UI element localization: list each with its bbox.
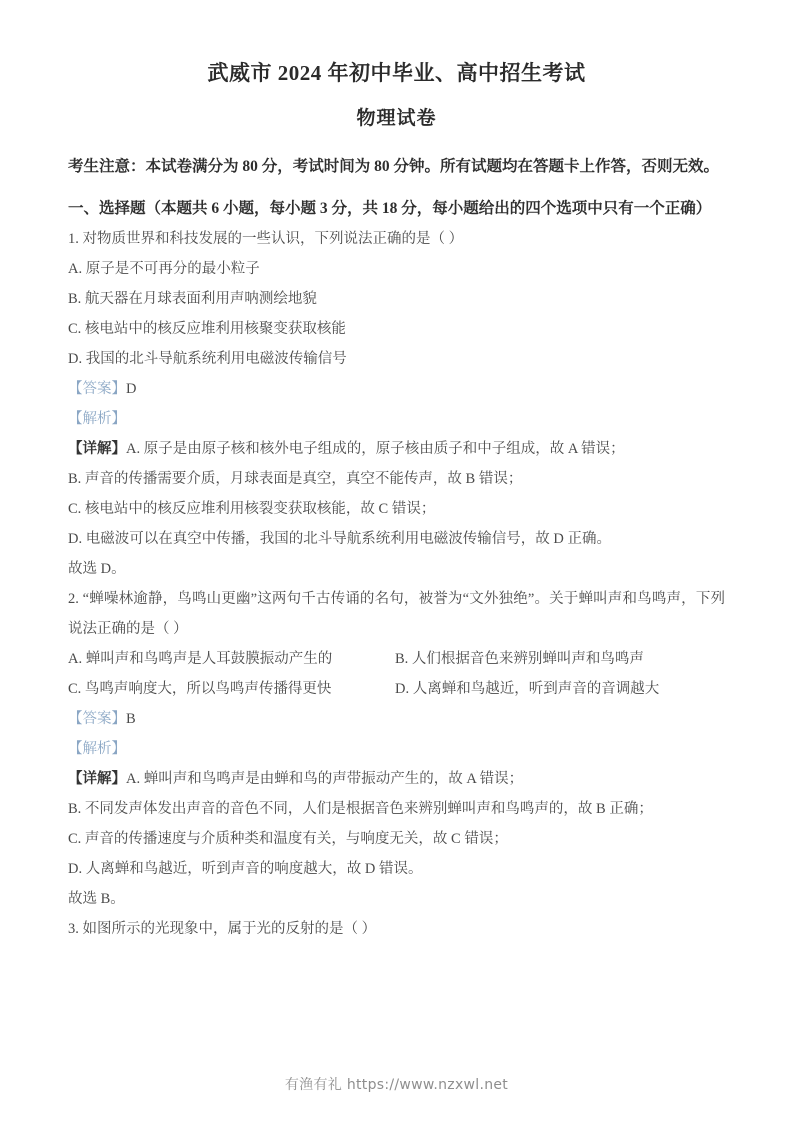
conclusion: 故选 D。 (68, 560, 126, 577)
page-subtitle: 物理试卷 (356, 107, 437, 129)
detail-line-c: C. 核电站中的核反应堆利用核裂变获取核能，故 C 错误； (68, 500, 436, 517)
analysis-row (68, 734, 725, 764)
detail-line-b: B. 不同发声体发出声音的音色不同，人们是根据音色来辨别蝉叫声和鸟鸣声的，故 B 正确； (68, 800, 653, 817)
question-stem: 2. “蝉噪林逾静，鸟鸣山更幽”这两句千古传诵的名句，被誉为“文外独绝”。关于蝉叫声和鸟鸣声，下列说法正确的是（ ） (68, 590, 725, 637)
option-b[interactable]: B. 人们根据音色来辨别蝉叫声和鸟鸣声 (395, 650, 644, 667)
question-stem: 1. 对物质世界和科技发展的一些认识，下列说法正确的是（ ） (68, 230, 464, 247)
detail-text: A. 原子是由原子核和核外电子组成的，原子核由质子和中子组成，故 A 错误； (126, 440, 625, 457)
option-c[interactable]: C. 鸟鸣声响度大，所以鸟鸣声传播得更快 (68, 680, 332, 697)
answer-row (68, 704, 725, 734)
exam-notice: 考生注意：本试卷满分为 80 分，考试时间为 80 分钟。所有试题均在答题卡上作答，否则无效。 (68, 157, 720, 175)
option-a[interactable]: A. 原子是不可再分的最小粒子 (68, 260, 260, 277)
question-block-2 (68, 584, 725, 914)
detail-line-b: B. 声音的传播需要介质，月球表面是真空，真空不能传声，故 B 错误； (68, 470, 523, 487)
analysis-label: 【解析】 (68, 410, 126, 427)
answer-label: 【答案】 (68, 380, 126, 397)
section-heading-choice: 一、选择题（本题共 6 小题，每小题 3 分，共 18 分，每小题给出的四个选项中只有一个正确） (68, 199, 712, 217)
title-block (68, 0, 725, 130)
option-a[interactable]: A. 蝉叫声和鸟鸣声是人耳鼓膜振动产生的 (68, 650, 333, 667)
question-stem: 3. 如图所示的光现象中，属于光的反射的是（ ） (68, 920, 377, 937)
answer-row (68, 374, 725, 404)
question-block-1 (68, 224, 725, 584)
option-c[interactable]: C. 核电站中的核反应堆利用核聚变获取核能 (68, 320, 346, 337)
detail-text: A. 蝉叫声和鸟鸣声是由蝉和鸟的声带振动产生的，故 A 错误； (126, 770, 524, 787)
option-d[interactable]: D. 我国的北斗导航系统利用电磁波传输信号 (68, 350, 347, 367)
footer-watermark: 有渔有礼 https://www.nzxwl.net (284, 1077, 509, 1093)
question-block-3 (68, 914, 725, 944)
detail-line-d: D. 电磁波可以在真空中传播，我国的北斗导航系统利用电磁波传输信号，故 D 正确。 (68, 530, 611, 547)
detail-line-a (68, 434, 725, 464)
detail-label: 【详解】 (68, 440, 126, 457)
answer-label: 【答案】 (68, 710, 126, 727)
detail-line-a (68, 764, 725, 794)
detail-line-d: D. 人离蝉和鸟越近，听到声音的响度越大，故 D 错误。 (68, 860, 423, 877)
answer-value: D (126, 380, 137, 397)
analysis-row (68, 404, 725, 434)
option-b[interactable]: B. 航天器在月球表面利用声呐测绘地貌 (68, 290, 317, 307)
option-grid (68, 644, 725, 704)
answer-value: B (126, 710, 136, 727)
detail-label: 【详解】 (68, 770, 126, 787)
detail-line-c: C. 声音的传播速度与介质种类和温度有关，与响度无关，故 C 错误； (68, 830, 508, 847)
page-title: 武威市 2024 年初中毕业、高中招生考试 (207, 61, 586, 85)
analysis-label: 【解析】 (68, 740, 126, 757)
option-d[interactable]: D. 人离蝉和鸟越近，听到声音的音调越大 (395, 680, 660, 697)
conclusion: 故选 B。 (68, 890, 125, 907)
